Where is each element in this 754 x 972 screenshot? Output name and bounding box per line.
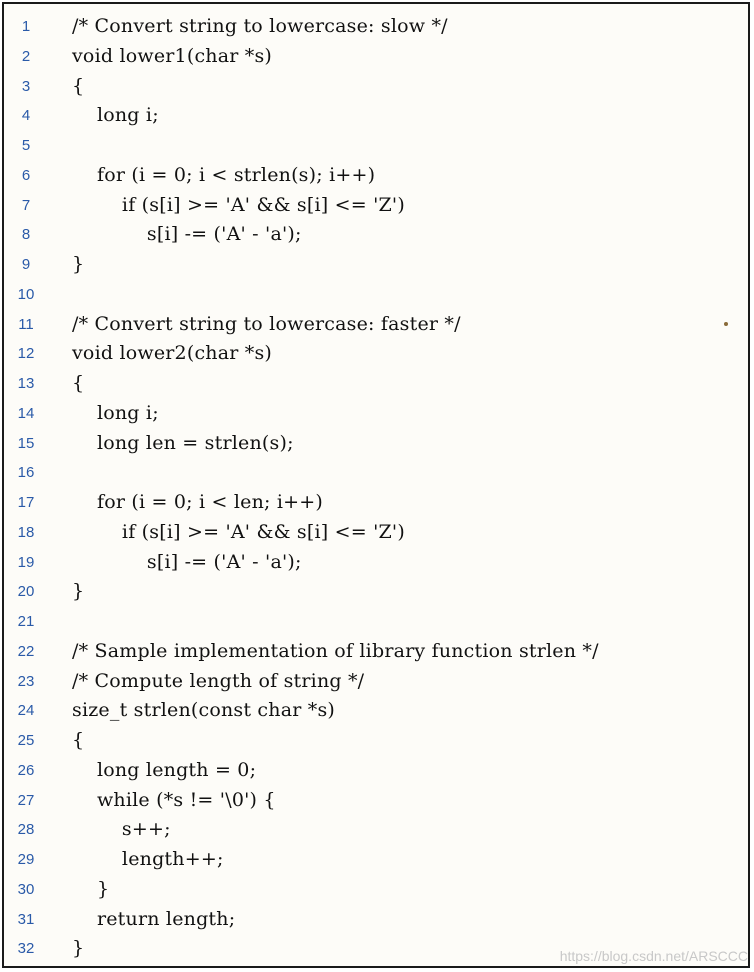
code-text: { [72, 74, 85, 97]
line-number: 13 [17, 375, 35, 392]
line-number: 1 [21, 18, 31, 35]
code-listing [4, 12, 748, 964]
code-text: } [72, 580, 85, 603]
line-number: 17 [17, 494, 35, 511]
code-line [4, 696, 748, 726]
code-text: } [72, 877, 110, 900]
code-text: /* Sample implementation of library function strlen */ [72, 639, 599, 662]
code-text: if (s[i] >= 'A' && s[i] <= 'Z') [72, 520, 405, 543]
code-text: void lower1(char *s) [72, 44, 273, 67]
line-number: 15 [17, 434, 35, 452]
code-text: return length; [72, 907, 236, 930]
code-line [4, 131, 748, 161]
code-text: } [72, 253, 85, 275]
code-line [4, 339, 748, 369]
code-line [4, 726, 748, 756]
code-text: if (s[i] >= 'A' && s[i] <= 'Z') [72, 193, 405, 216]
line-number: 2 [21, 47, 31, 65]
line-number: 29 [17, 851, 35, 868]
code-line [4, 637, 748, 667]
line-number: 30 [17, 880, 35, 898]
code-text: s[i] -= ('A' - 'a'); [72, 550, 302, 573]
line-number: 22 [17, 642, 35, 660]
code-text: s++; [72, 818, 171, 841]
code-text: while (*s != '\0') { [72, 788, 276, 811]
code-text: for (i = 0; i < strlen(s); i++) [72, 163, 376, 186]
code-line [4, 250, 748, 280]
line-number: 8 [21, 226, 31, 244]
code-line [4, 280, 748, 310]
line-number: 14 [17, 404, 35, 422]
line-number: 4 [21, 107, 31, 125]
code-line [4, 548, 748, 578]
line-number: 32 [17, 940, 35, 958]
code-text: } [72, 937, 85, 960]
line-number: 28 [17, 821, 35, 839]
code-line [4, 577, 748, 607]
code-line [4, 905, 748, 935]
code-text: /* Convert string to lowercase: slow */ [72, 15, 448, 37]
line-number: 18 [17, 523, 35, 541]
watermark: https://blog.csdn.net/ARSCCC [559, 948, 748, 964]
line-number: 27 [17, 791, 35, 809]
line-number: 25 [17, 732, 35, 749]
code-text: size_t strlen(const char *s) [72, 699, 336, 722]
code-text: long len = strlen(s); [72, 431, 294, 454]
line-number: 26 [17, 761, 35, 779]
line-number: 9 [21, 256, 31, 273]
code-line [4, 429, 748, 459]
code-text: long i; [72, 401, 159, 424]
code-line [4, 12, 748, 42]
code-line [4, 458, 748, 488]
code-line [4, 518, 748, 548]
code-listing-frame [2, 2, 750, 968]
code-text: long i; [72, 104, 159, 127]
code-line [4, 815, 748, 845]
code-line [4, 191, 748, 221]
code-text: s[i] -= ('A' - 'a'); [72, 223, 302, 246]
line-number: 21 [17, 613, 35, 630]
code-line [4, 756, 748, 786]
line-number: 5 [21, 137, 31, 154]
line-number: 12 [17, 345, 35, 363]
code-line [4, 667, 748, 697]
code-text: /* Compute length of string */ [72, 669, 365, 692]
line-number: 7 [21, 196, 31, 214]
code-text: /* Convert string to lowercase: faster */ [72, 312, 461, 335]
line-number: 16 [17, 464, 35, 482]
line-number: 3 [21, 77, 31, 95]
line-number: 10 [17, 285, 35, 303]
line-number: 6 [21, 166, 31, 184]
code-line [4, 42, 748, 72]
code-line [4, 607, 748, 637]
code-text: { [72, 372, 85, 394]
code-line [4, 875, 748, 905]
code-line [4, 161, 748, 191]
code-text: long length = 0; [72, 758, 257, 781]
code-line [4, 369, 748, 399]
code-line [4, 786, 748, 816]
line-number: 19 [17, 553, 35, 571]
code-text: void lower2(char *s) [72, 342, 273, 365]
line-number: 31 [17, 910, 35, 928]
code-line [4, 220, 748, 250]
line-number: 20 [17, 583, 35, 601]
code-line [4, 101, 748, 131]
code-text: length++; [72, 848, 224, 870]
speck-mark [724, 322, 728, 326]
code-line [4, 72, 748, 102]
code-line [4, 399, 748, 429]
code-text: for (i = 0; i < len; i++) [72, 491, 323, 513]
code-line [4, 845, 748, 875]
line-number: 24 [17, 702, 35, 720]
line-number: 11 [18, 315, 34, 333]
code-line [4, 488, 748, 518]
line-number: 23 [17, 672, 35, 690]
code-text: { [72, 729, 85, 751]
code-line [4, 310, 748, 340]
